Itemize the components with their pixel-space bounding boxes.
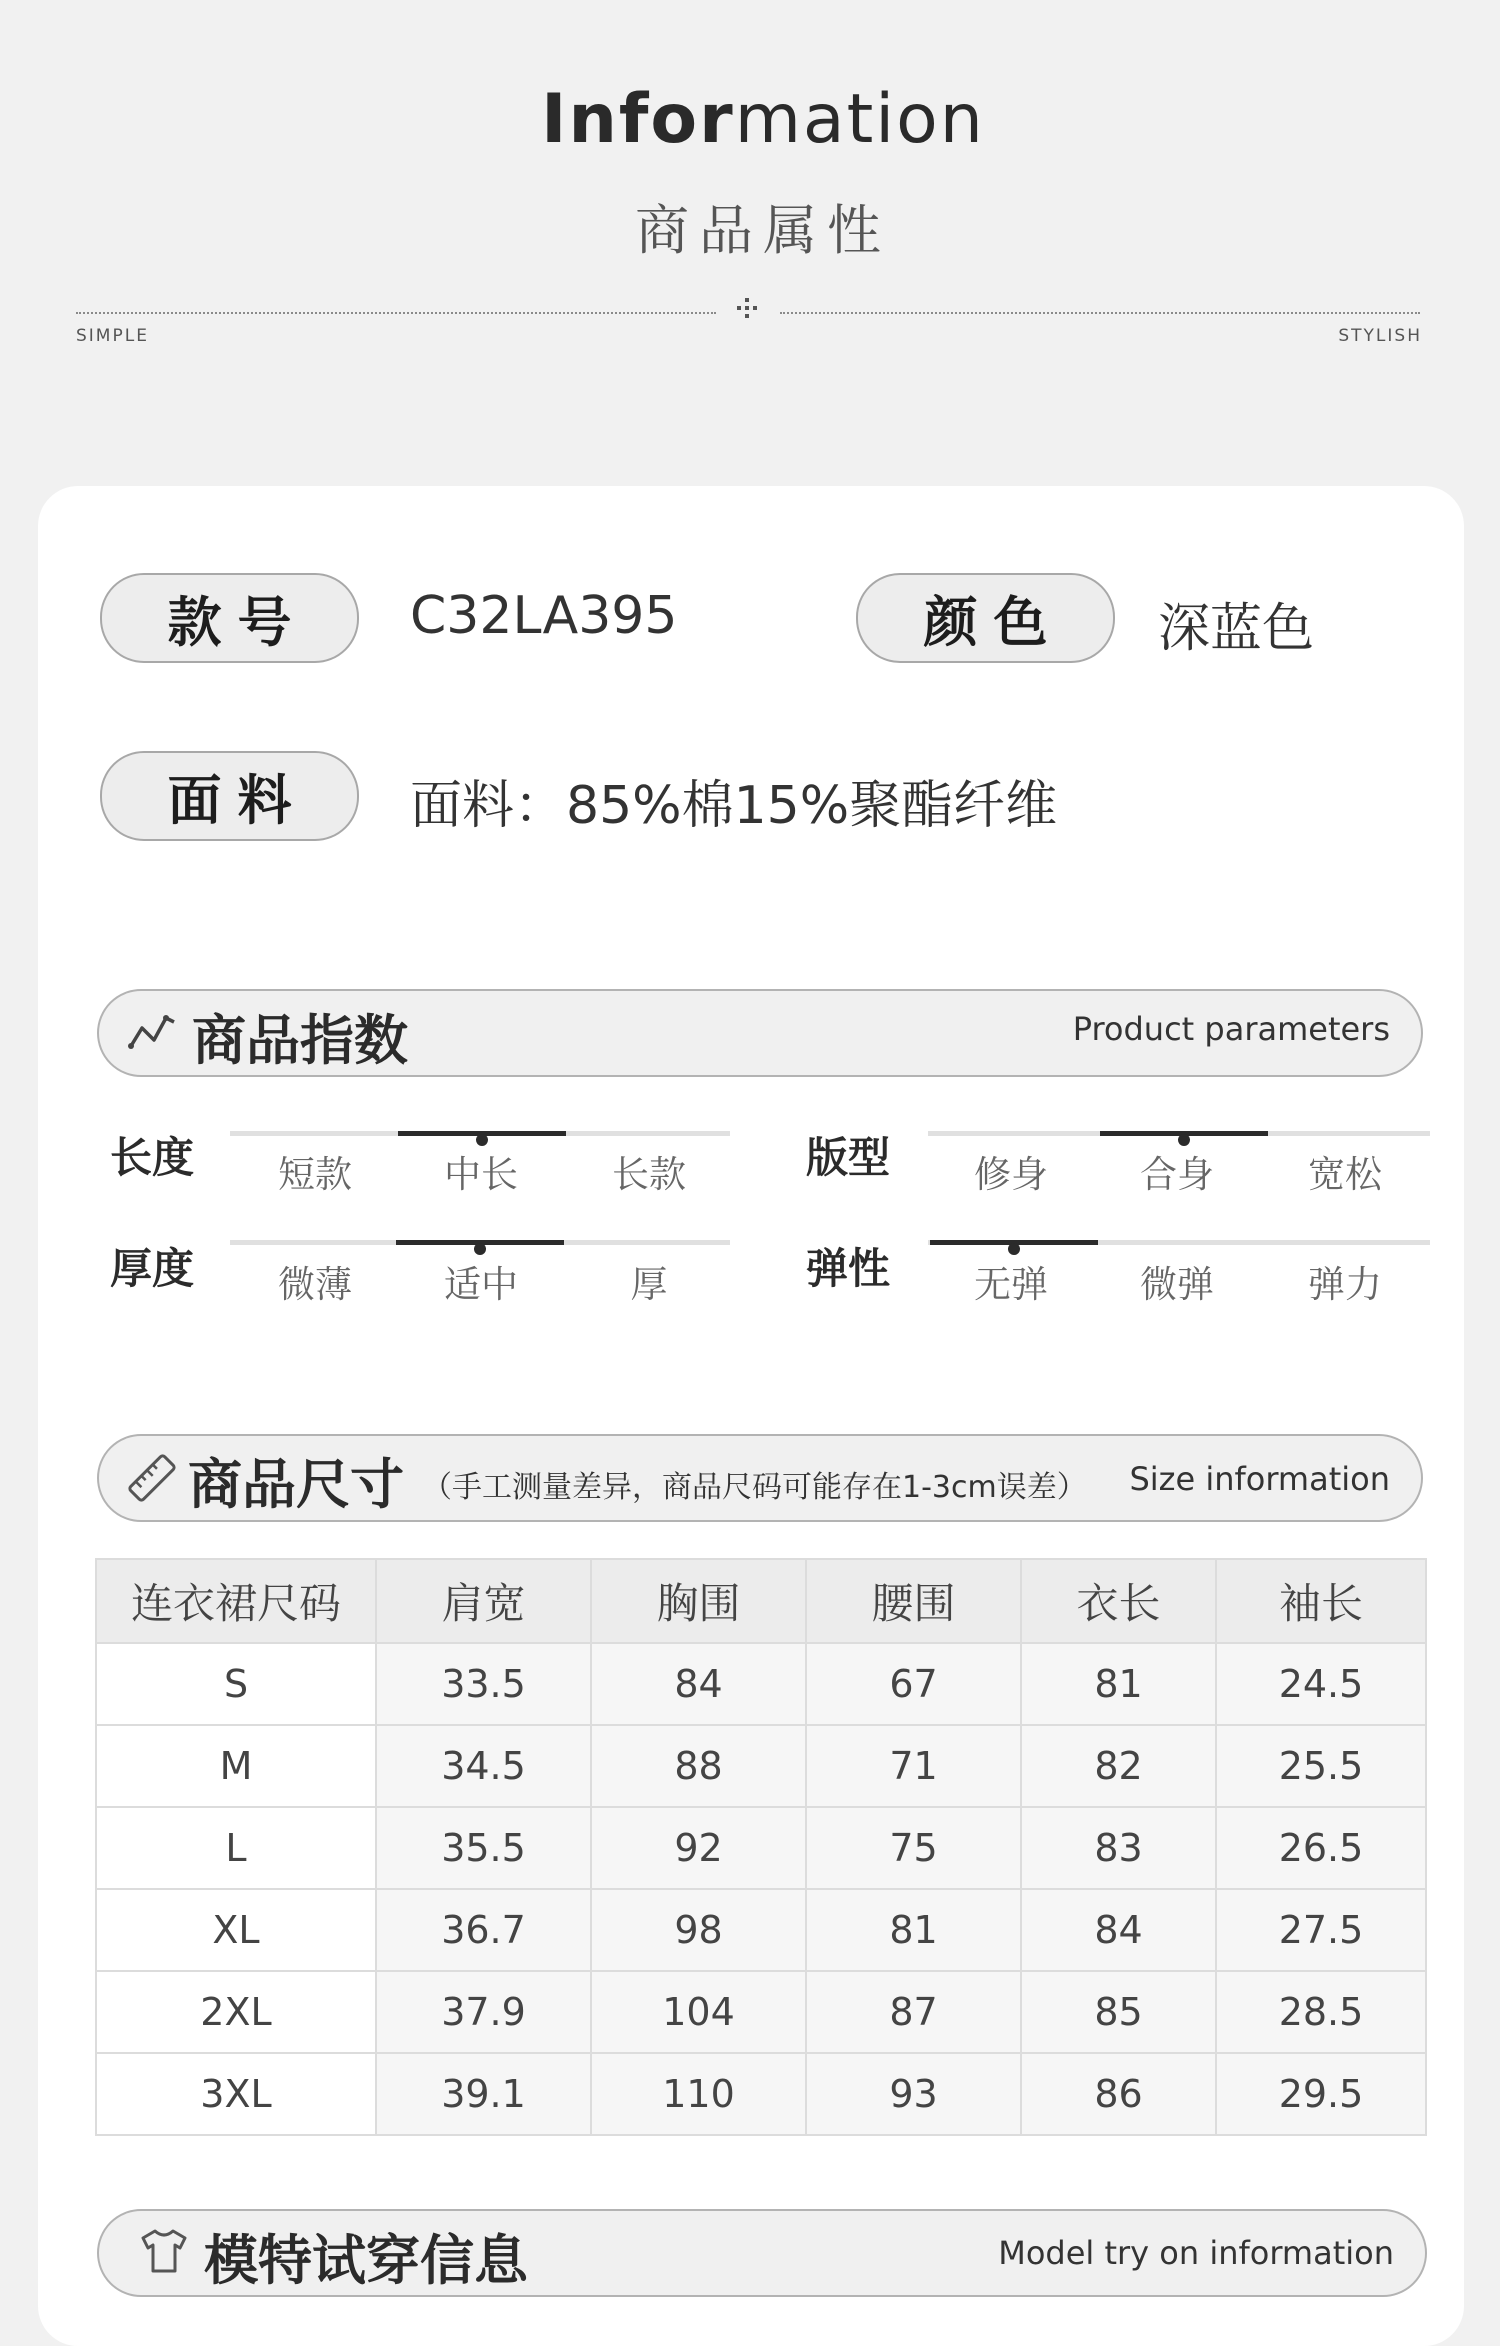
- tag-stylish: STYLISH: [1338, 326, 1422, 346]
- table-row: [96, 1889, 1426, 1971]
- table-cell: 67: [806, 1643, 1021, 1725]
- table-cell: 85: [1021, 1971, 1216, 2053]
- table-row: [96, 2053, 1426, 2135]
- table-cell: 25.5: [1216, 1725, 1426, 1807]
- ruler-icon: [126, 1452, 178, 1508]
- table-cell: 24.5: [1216, 1643, 1426, 1725]
- scale-stretch-label: 弹性: [806, 1244, 891, 1293]
- color-value: 深蓝色: [1158, 599, 1315, 659]
- table-cell: 84: [1021, 1889, 1216, 1971]
- table-cell: 37.9: [376, 1971, 591, 2053]
- scale-fit-opt-3: 宽松: [1308, 1153, 1382, 1196]
- table-cell: 39.1: [376, 2053, 591, 2135]
- table-cell: 35.5: [376, 1807, 591, 1889]
- table-cell: 2XL: [96, 1971, 376, 2053]
- table-cell: 26.5: [1216, 1807, 1426, 1889]
- color-label-pill: [856, 573, 1115, 663]
- col-header-length: 衣长: [1021, 1559, 1216, 1643]
- table-cell: 75: [806, 1807, 1021, 1889]
- table-cell: 82: [1021, 1725, 1216, 1807]
- size-note: （手工测量差异，商品尺码可能存在1-3cm误差）: [422, 1470, 1087, 1505]
- table-cell: 92: [591, 1807, 806, 1889]
- table-cell: 34.5: [376, 1725, 591, 1807]
- col-header-sleeve: 袖长: [1216, 1559, 1426, 1643]
- table-row: [96, 1807, 1426, 1889]
- col-header-waist: 腰围: [806, 1559, 1021, 1643]
- model-title: 模特试穿信息: [204, 2229, 528, 2292]
- scale-fit-opt-2: 合身: [1140, 1153, 1214, 1196]
- size-table: [95, 1558, 1427, 2136]
- table-cell: 110: [591, 2053, 806, 2135]
- style-no-label-pill: [100, 573, 359, 663]
- scale-fit-opt-1: 修身: [974, 1153, 1048, 1196]
- header-title-light: mation: [734, 80, 985, 159]
- table-cell: 3XL: [96, 2053, 376, 2135]
- table-cell: 71: [806, 1725, 1021, 1807]
- tshirt-icon: [138, 2228, 190, 2278]
- table-cell: 29.5: [1216, 2053, 1426, 2135]
- scale-thickness-opt-1: 微薄: [278, 1263, 352, 1306]
- line-chart-icon: [128, 1010, 178, 1056]
- fabric-value: 面料：85%棉15%聚酯纤维: [410, 776, 1058, 836]
- tag-simple: SIMPLE: [76, 326, 149, 346]
- header-title-bold: Infor: [541, 80, 735, 159]
- four-dots-cross-icon: [734, 294, 760, 329]
- table-cell: 81: [806, 1889, 1021, 1971]
- scale-thickness-opt-3: 厚: [630, 1263, 668, 1306]
- fabric-label-pill: [100, 751, 359, 841]
- size-subtitle-en: Size information: [1129, 1460, 1390, 1498]
- col-header-shoulder: 肩宽: [376, 1559, 591, 1643]
- table-cell: L: [96, 1807, 376, 1889]
- table-cell: 81: [1021, 1643, 1216, 1725]
- table-cell: 87: [806, 1971, 1021, 2053]
- size-title: 商品尺寸: [188, 1453, 404, 1516]
- scale-length-opt-1: 短款: [278, 1153, 352, 1196]
- table-cell: 33.5: [376, 1643, 591, 1725]
- scale-length-opt-3: 长款: [612, 1153, 686, 1196]
- model-subtitle-en: Model try on information: [998, 2234, 1394, 2272]
- table-row: [96, 1725, 1426, 1807]
- color-label: 颜色: [923, 590, 1064, 654]
- scale-fit-label: 版型: [806, 1133, 891, 1182]
- scale-stretch-opt-3: 弹力: [1308, 1263, 1382, 1306]
- header-title: [0, 80, 1500, 159]
- table-row: [96, 1643, 1426, 1725]
- style-no-label: 款号: [167, 590, 308, 654]
- table-cell: 36.7: [376, 1889, 591, 1971]
- scale-thickness-opt-2: 适中: [444, 1263, 518, 1306]
- params-title: 商品指数: [192, 1009, 408, 1072]
- scale-length-label: 长度: [110, 1133, 195, 1182]
- scale-stretch-opt-1: 无弹: [974, 1263, 1048, 1306]
- scale-stretch-opt-2: 微弹: [1140, 1263, 1214, 1306]
- table-cell: 93: [806, 2053, 1021, 2135]
- table-header-row: [96, 1559, 1426, 1643]
- scale-thickness-label: 厚度: [110, 1244, 195, 1293]
- table-cell: 28.5: [1216, 1971, 1426, 2053]
- table-cell: M: [96, 1725, 376, 1807]
- divider-left: [76, 312, 716, 314]
- table-cell: 86: [1021, 2053, 1216, 2135]
- table-cell: 83: [1021, 1807, 1216, 1889]
- style-no-value: C32LA395: [410, 586, 678, 646]
- divider-right: [780, 312, 1420, 314]
- table-cell: 98: [591, 1889, 806, 1971]
- scale-length-opt-2: 中长: [444, 1153, 518, 1196]
- table-cell: S: [96, 1643, 376, 1725]
- params-subtitle-en: Product parameters: [1072, 1010, 1390, 1048]
- table-cell: 27.5: [1216, 1889, 1426, 1971]
- fabric-label: 面料: [167, 768, 308, 832]
- table-row: [96, 1971, 1426, 2053]
- table-cell: XL: [96, 1889, 376, 1971]
- table-cell: 104: [591, 1971, 806, 2053]
- col-header-bust: 胸围: [591, 1559, 806, 1643]
- table-cell: 88: [591, 1725, 806, 1807]
- header-subtitle: 商品属性: [635, 199, 891, 262]
- table-cell: 84: [591, 1643, 806, 1725]
- col-header-size: 连衣裙尺码: [96, 1559, 376, 1643]
